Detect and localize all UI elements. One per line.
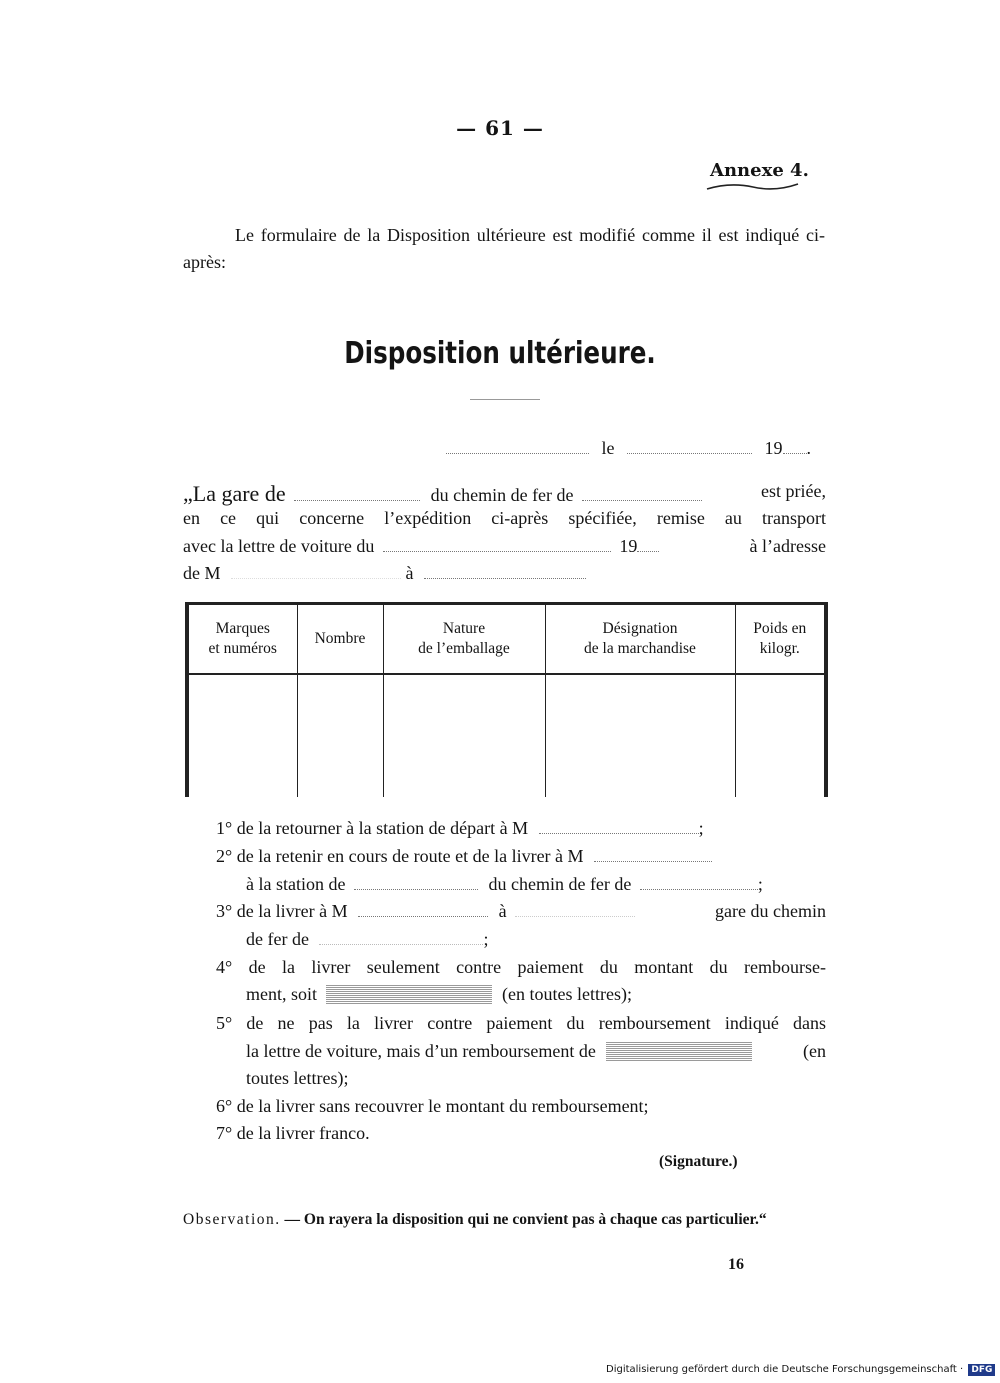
consignment-table (185, 602, 824, 797)
waybill-date-blank[interactable] (383, 537, 611, 552)
option-3: 3° de la livrer à M à gare du chemin (216, 901, 826, 921)
option-6: 6° de la livrer sans recouvrer le montant du remboursement; (216, 1096, 649, 1116)
annexe-underline-swash (705, 180, 800, 192)
para-lettre-voiture: avec la lettre de voiture du (183, 536, 375, 556)
para-gare-de: „La gare de (183, 481, 286, 506)
option-4-continued: ment, soit (en toutes lettres); (246, 984, 632, 1004)
option-4-amount-field[interactable] (326, 984, 492, 1004)
cell-poids[interactable] (735, 674, 826, 797)
gare-blank[interactable] (294, 486, 420, 501)
option-2-station-blank[interactable] (354, 875, 478, 890)
observation-note (183, 1210, 826, 1230)
date-year: 19 (764, 438, 783, 458)
paragraph-line-1 (183, 481, 826, 507)
option-5-end: toutes lettres); (246, 1068, 349, 1088)
observation-label: Observation. (183, 1211, 281, 1228)
credit-text: Digitalisierung gefördert durch die Deutsche Forschungsgemeinschaft (606, 1364, 957, 1375)
option-4: 4° de la livrer seulement contre paiement du montant du rembourse- (216, 957, 827, 977)
option-2-railway-blank[interactable] (640, 875, 758, 890)
date-place-blank[interactable] (446, 439, 589, 454)
option-2: 2° de la retenir en cours de route et de la livrer à M (216, 846, 712, 867)
col-header-nature: Nature de l’emballage (383, 604, 545, 675)
para-chemin-de-fer: du chemin de fer de (430, 485, 574, 505)
option-3-continued: de fer de ; (246, 929, 489, 949)
dfg-logo: DFG (968, 1364, 995, 1376)
signature-mark-number: 16 (728, 1256, 744, 1273)
railway-blank[interactable] (582, 486, 702, 501)
para-est-priee: est priée, (761, 481, 826, 501)
option-5-amount-field[interactable] (606, 1041, 752, 1061)
para-de-m: de M (183, 563, 221, 583)
intro-text (183, 222, 825, 276)
date-line: le 19 . (446, 438, 811, 459)
signature-label: (Signature.) (659, 1153, 738, 1170)
option-1-blank[interactable] (539, 819, 699, 834)
paragraph-line-2: en ce qui concerne l’expédition ci-après spécifiée, remise au transport (183, 508, 826, 528)
col-header-nombre: Nombre (297, 604, 383, 675)
para-adresse: à l’adresse (749, 536, 826, 556)
digitization-credit: Digitalisierung gefördert durch die Deutsche Forschungsgemeinschaft · DFG (606, 1364, 995, 1376)
waybill-year-blank[interactable] (637, 537, 659, 552)
option-3-place-blank[interactable] (515, 902, 635, 917)
title-divider (470, 399, 540, 400)
option-5-continued: la lettre de voiture, mais d’un remboursement de (en (246, 1041, 826, 1061)
document-title: Disposition ultérieure. (344, 336, 656, 371)
page-number: — 61 — (456, 116, 544, 140)
paragraph-line-3 (183, 536, 826, 557)
option-3-railway-blank[interactable] (319, 930, 483, 945)
option-3-name-blank[interactable] (358, 902, 488, 917)
annexe-label: Annexe 4. (710, 160, 809, 181)
option-7: 7° de la livrer franco. (216, 1123, 370, 1143)
cell-marques[interactable] (187, 674, 297, 797)
para-a: à (405, 563, 414, 583)
option-5: 5° de ne pas la livrer contre paiement du remboursement indiqué dans (216, 1013, 827, 1033)
address-place-blank[interactable] (424, 564, 586, 579)
date-year-blank[interactable] (783, 439, 807, 454)
observation-text: — On rayera la disposition qui ne convient pas à chaque cas particulier.“ (284, 1211, 767, 1228)
date-le: le (601, 438, 615, 458)
option-2-blank[interactable] (594, 847, 712, 862)
addressee-blank[interactable] (231, 564, 401, 579)
paragraph-line-4 (183, 563, 826, 584)
col-header-marques: Marques et numéros (187, 604, 297, 675)
cell-nature[interactable] (383, 674, 545, 797)
date-day-blank[interactable] (627, 439, 752, 454)
col-header-poids: Poids en kilogr. (735, 604, 826, 675)
cell-designation[interactable] (545, 674, 735, 797)
intro-paragraph: Le formulaire de la Disposition ultérieure est modifié comme il est indiqué ci-après: (183, 225, 825, 272)
para-year: 19 (619, 536, 638, 556)
option-2-continued: à la station de du chemin de fer de ; (246, 874, 763, 894)
option-1: 1° de la retourner à la station de départ à M ; (216, 818, 704, 838)
cell-nombre[interactable] (297, 674, 383, 797)
col-header-designation: Désignation de la marchandise (545, 604, 735, 675)
